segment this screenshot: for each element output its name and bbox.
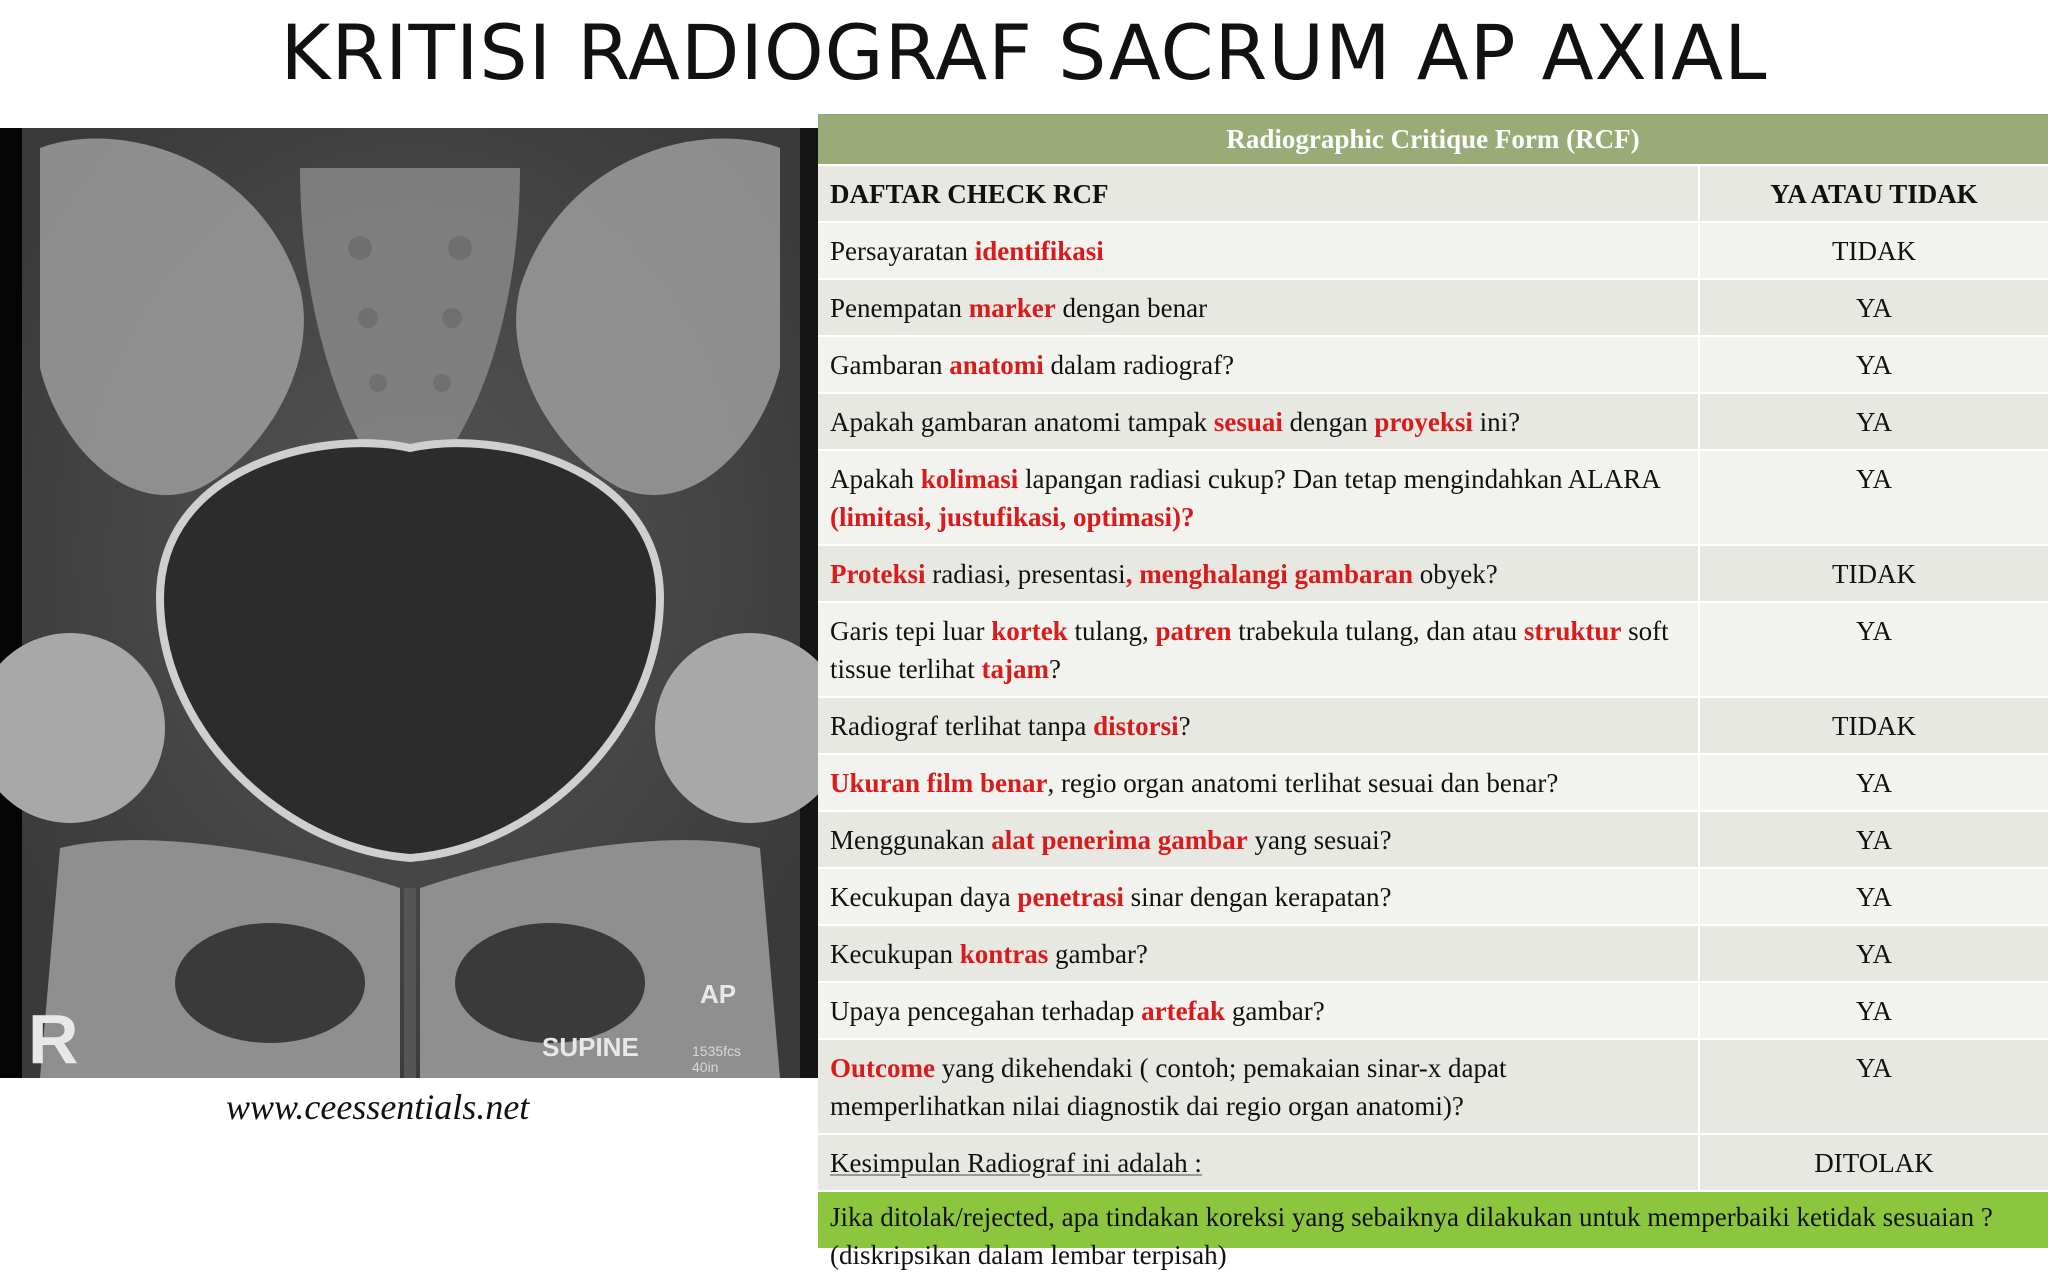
table-row (818, 753, 2048, 810)
answer-cell: TIDAK (1698, 546, 2048, 601)
criterion-keyword: Ukuran film benar (830, 768, 1048, 798)
criterion-fragment: gambar? (1225, 996, 1325, 1026)
table-row (818, 981, 2048, 1038)
criterion-fragment: dalam radiograf? (1043, 350, 1235, 380)
criterion-text (818, 869, 1698, 924)
table-row (818, 221, 2048, 278)
answer-cell: YA (1698, 280, 2048, 335)
criterion-fragment: Apakah (830, 464, 921, 494)
criterion-keyword: marker (968, 293, 1056, 323)
table-row (818, 392, 2048, 449)
rcf-title: Radiographic Critique Form (RCF) (818, 114, 2048, 164)
answer-cell: YA (1698, 869, 2048, 924)
view-marker: AP (700, 979, 737, 1009)
symphysis-pubis (404, 888, 416, 1078)
table-row (818, 278, 2048, 335)
criterion-keyword: alat penerima gambar (991, 825, 1248, 855)
criterion-text (818, 603, 1698, 696)
answer-cell: YA (1698, 755, 2048, 810)
left-border (0, 128, 22, 1078)
criterion-keyword: sesuai (1213, 407, 1283, 437)
criterion-fragment: obyek? (1412, 559, 1498, 589)
correction-note: Jika ditolak/rejected, apa tindakan koreksi yang sebaiknya dilakukan untuk memperbaiki ketidak sesuaian ? (diskripsikan dalam lembar terpisah) (818, 1190, 2048, 1248)
xray-image (0, 128, 818, 1078)
criterion-text (818, 546, 1698, 601)
exposure-info-1: 1535fcs (692, 1043, 742, 1059)
criterion-fragment: ? (1048, 654, 1061, 684)
criterion-text (818, 337, 1698, 392)
table-row (818, 810, 2048, 867)
slide-title: KRITISI RADIOGRAF SACRUM AP AXIAL (280, 8, 1768, 97)
table-header-row (818, 164, 2048, 221)
criterion-keyword: (limitasi, justufikasi, optimasi)? (830, 502, 1195, 532)
table-row (818, 924, 2048, 981)
criterion-text (818, 983, 1698, 1038)
criterion-fragment: ? (1178, 711, 1191, 741)
criterion-fragment: radiasi, presentasi (925, 559, 1126, 589)
answer-cell: YA (1698, 394, 2048, 449)
answer-cell: YA (1698, 926, 2048, 981)
rcf-table (818, 114, 2048, 1270)
position-marker: SUPINE (542, 1032, 639, 1062)
criterion-keyword: Proteksi (830, 559, 926, 589)
table-row (818, 601, 2048, 696)
criterion-text (818, 1040, 1698, 1133)
answer-cell: YA (1698, 812, 2048, 867)
answer-cell: TIDAK (1698, 698, 2048, 753)
right-obturator-foramen (455, 923, 645, 1043)
criterion-fragment: Persayaratan (830, 236, 975, 266)
pelvis-radiograph (0, 128, 818, 1078)
criterion-text (818, 451, 1698, 544)
col-check-header: DAFTAR CHECK RCF (830, 179, 1109, 209)
criterion-keyword: kortek (991, 616, 1068, 646)
criterion-fragment: Radiograf terlihat tanpa (830, 711, 1094, 741)
criterion-keyword: Outcome (830, 1053, 935, 1083)
answer-cell: TIDAK (1698, 223, 2048, 278)
criterion-fragment: Penempatan (830, 293, 969, 323)
criterion-text (818, 280, 1698, 335)
criterion-text (818, 698, 1698, 753)
criterion-fragment: Gambaran (830, 350, 950, 380)
criterion-fragment: yang sesuai? (1247, 825, 1392, 855)
table-row (818, 544, 2048, 601)
conclusion-label: Kesimpulan Radiograf ini adalah : (830, 1148, 1202, 1178)
criterion-fragment: Kecukupan daya (830, 882, 1018, 912)
table-row (818, 449, 2048, 544)
answer-cell: YA (1698, 1040, 2048, 1133)
criterion-fragment: ini? (1472, 407, 1521, 437)
rcf-rows (818, 221, 2048, 1133)
criterion-text (818, 223, 1698, 278)
criterion-text (818, 812, 1698, 867)
criterion-fragment: dengan benar (1055, 293, 1208, 323)
left-obturator-foramen (175, 923, 365, 1043)
table-row (818, 1038, 2048, 1133)
criterion-keyword: patren (1155, 616, 1232, 646)
criterion-fragment: , regio organ anatomi terlihat sesuai dan benar? (1047, 768, 1559, 798)
criterion-fragment: Apakah gambaran anatomi tampak (830, 407, 1214, 437)
criterion-text (818, 926, 1698, 981)
criterion-fragment: Garis tepi luar (830, 616, 992, 646)
answer-cell: YA (1698, 451, 2048, 544)
right-femoral-head (655, 633, 845, 823)
criterion-fragment: Kecukupan (830, 939, 960, 969)
table-row (818, 696, 2048, 753)
criterion-keyword: kolimasi (920, 464, 1019, 494)
source-caption: www.ceessentials.net (226, 1087, 530, 1127)
criterion-keyword: tajam (981, 654, 1049, 684)
criterion-fragment: soft tissue terlihat (830, 616, 1669, 684)
criterion-fragment: lapangan radiasi cukup? Dan tetap mengindahkan ALARA (1018, 464, 1660, 494)
answer-cell: YA (1698, 337, 2048, 392)
table-row (818, 335, 2048, 392)
criterion-keyword: distorsi (1093, 711, 1179, 741)
criterion-fragment: tulang, (1067, 616, 1156, 646)
criterion-text (818, 394, 1698, 449)
conclusion-row (818, 1133, 2048, 1190)
side-marker: R (28, 1000, 79, 1078)
answer-cell: YA (1698, 983, 2048, 1038)
answer-cell: YA (1698, 603, 2048, 696)
right-border (800, 128, 818, 1078)
criterion-fragment: sinar dengan kerapatan? (1123, 882, 1392, 912)
criterion-keyword: identifikasi (974, 236, 1104, 266)
criterion-keyword: anatomi (949, 350, 1044, 380)
criterion-keyword: , menghalangi gambaran (1125, 559, 1413, 589)
criterion-keyword: struktur (1523, 616, 1622, 646)
criterion-keyword: artefak (1141, 996, 1226, 1026)
criterion-text (818, 755, 1698, 810)
criterion-keyword: kontras (959, 939, 1049, 969)
criterion-fragment: Menggunakan (830, 825, 992, 855)
col-answer-header: YA ATAU TIDAK (1698, 166, 2048, 221)
criterion-keyword: proyeksi (1374, 407, 1473, 437)
conclusion-value: DITOLAK (1698, 1135, 2048, 1190)
criterion-fragment: trabekula tulang, dan atau (1231, 616, 1524, 646)
criterion-fragment: gambar? (1048, 939, 1148, 969)
table-row (818, 867, 2048, 924)
criterion-fragment: yang dikehendaki ( contoh; pemakaian sinar-x dapat memperlihatkan nilai diagnostik dai regio organ anatomi)? (830, 1053, 1507, 1121)
criterion-fragment: dengan (1282, 407, 1375, 437)
exposure-info-2: 40in (692, 1059, 719, 1075)
criterion-fragment: Upaya pencegahan terhadap (830, 996, 1142, 1026)
criterion-keyword: penetrasi (1017, 882, 1124, 912)
